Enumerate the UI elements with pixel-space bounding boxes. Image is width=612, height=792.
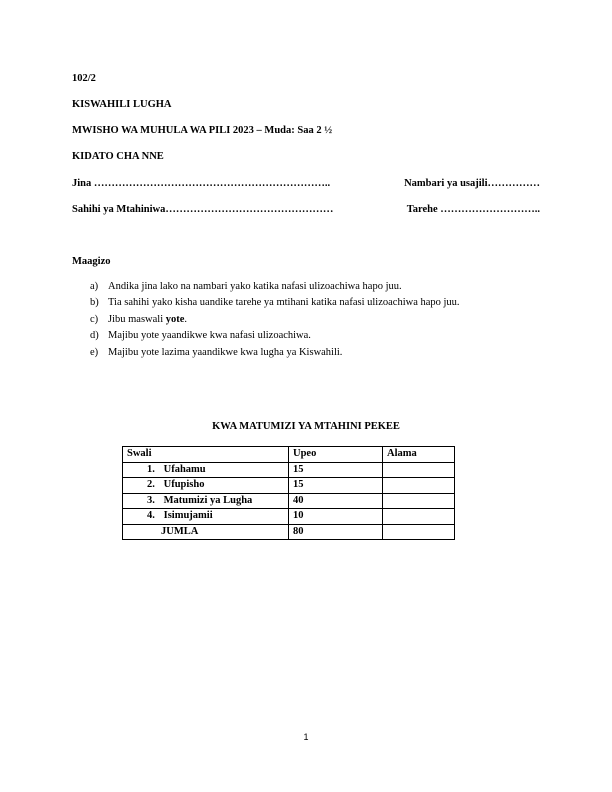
score-cell[interactable] — [383, 493, 455, 509]
question-name: Isimujamii — [163, 510, 213, 522]
question-number: 2. — [147, 479, 155, 491]
list-marker: c) — [90, 313, 99, 325]
list-item — [90, 312, 460, 328]
instructions-list — [90, 279, 460, 361]
instruction-text-bold: yote — [165, 313, 185, 325]
paper-code: 102/2 — [72, 73, 96, 84]
marks-table — [122, 446, 455, 540]
list-item — [90, 328, 460, 344]
list-item — [90, 279, 460, 295]
question-name: Ufahamu — [163, 463, 206, 475]
question-cell — [123, 478, 289, 494]
header-upeo: Upeo — [289, 447, 383, 463]
score-cell[interactable] — [383, 478, 455, 494]
class-level: KIDATO CHA NNE — [72, 151, 164, 162]
question-cell — [123, 509, 289, 525]
table-row — [123, 493, 455, 509]
header-alama: Alama — [383, 447, 455, 463]
list-marker: a) — [90, 281, 99, 292]
question-number: 1. — [147, 463, 155, 475]
question-name: Ufupisho — [163, 479, 205, 491]
list-marker: d) — [90, 330, 99, 342]
max-score-cell: 15 — [289, 478, 383, 494]
instruction-text: Tia sahihi yako kisha uandike tarehe ya mtihani katika nafasi ulizoachiwa hapo juu. — [108, 297, 460, 309]
page-number: 1 — [303, 732, 309, 742]
instruction-text: Andika jina lako na nambari yako katika nafasi ulizoachiwa hapo juu. — [108, 281, 402, 292]
question-cell — [123, 462, 289, 478]
list-marker: e) — [90, 346, 99, 358]
total-max-cell: 80 — [289, 524, 383, 540]
subject-title: KISWAHILI LUGHA — [72, 99, 172, 110]
list-marker: b) — [90, 297, 99, 309]
signature-date-line — [72, 204, 540, 215]
name-field: Jina ………………………………………………………….. — [72, 178, 331, 189]
max-score-cell: 40 — [289, 493, 383, 509]
name-reg-line — [72, 178, 540, 189]
instruction-text: Majibu yote yaandikwe kwa nafasi ulizoachiwa. — [108, 330, 311, 342]
date-field: Tarehe ……………………….. — [406, 204, 540, 215]
total-label: JUMLA — [161, 525, 199, 537]
list-item — [90, 295, 460, 311]
instruction-text-post: . — [184, 313, 188, 325]
max-score-cell: 10 — [289, 509, 383, 525]
registration-field: Nambari ya usajili…………… — [404, 178, 540, 189]
instruction-text-pre: Jibu maswali — [108, 313, 166, 325]
total-score-cell[interactable] — [383, 524, 455, 540]
total-row — [123, 524, 455, 540]
question-name: Matumizi ya Lugha — [163, 494, 253, 506]
score-cell[interactable] — [383, 462, 455, 478]
question-number: 4. — [147, 510, 155, 522]
table-row — [123, 478, 455, 494]
instruction-text — [108, 312, 187, 328]
list-item — [90, 345, 460, 361]
question-cell — [123, 493, 289, 509]
table-header-row — [123, 447, 455, 463]
score-cell[interactable] — [383, 509, 455, 525]
header-swali: Swali — [123, 447, 289, 463]
table-row — [123, 509, 455, 525]
instruction-text: Majibu yote lazima yaandikwe kwa lugha ya Kiswahili. — [108, 346, 343, 358]
exam-title: MWISHO WA MUHULA WA PILI 2023 – Muda: Saa 2 ½ — [72, 125, 333, 136]
marks-table-title: KWA MATUMIZI YA MTAHINI PEKEE — [212, 421, 400, 432]
table-row — [123, 462, 455, 478]
instructions-title: Maagizo — [72, 256, 111, 267]
max-score-cell: 15 — [289, 462, 383, 478]
question-number: 3. — [147, 494, 155, 506]
signature-field: Sahihi ya Mtahiniwa………………………………………… — [72, 204, 334, 215]
total-label-cell — [123, 524, 289, 540]
